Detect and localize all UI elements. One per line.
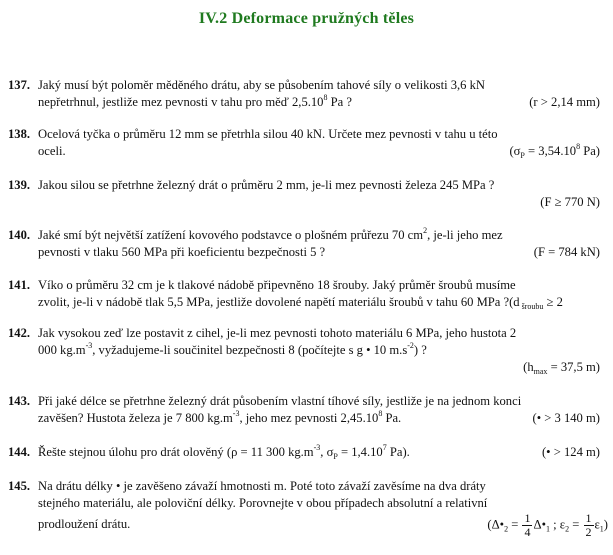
problem-text-line: zvolit, je-li v nádobě tlak 5,5 MPa, jestliže dovolené napětí materiálu šroubů v tahu 60 MPa ? [38, 295, 510, 309]
problem-text-end: , je-li jeho mez [427, 228, 503, 242]
answer-part: ε [594, 517, 600, 532]
problem-number: 143. [8, 394, 31, 408]
problem-text-line: Ocelová tyčka o průměru 12 mm se přetrhla silou 40 kN. Určete mez pevnosti v tahu u této [38, 127, 498, 141]
answer-subscript: max [533, 367, 548, 376]
problem-number: 142. [8, 326, 31, 340]
problem-number: 138. [8, 127, 31, 141]
fraction-denominator: 2 [585, 525, 592, 539]
answer: (r > 2,14 mm) [529, 95, 600, 109]
answer-part: (σ [509, 144, 521, 158]
answer-part: (Δ• [487, 517, 505, 532]
fraction [584, 512, 594, 539]
fraction-numerator: 1 [585, 511, 592, 525]
problem-text-line: Řešte stejnou úlohu pro drát olověný (ρ = 11 300 kg.m [38, 445, 314, 459]
exponent: -3 [232, 409, 240, 418]
subscript: P [333, 452, 338, 461]
problem-number: 145. [8, 479, 31, 493]
answer: (• > 3 140 m) [532, 411, 600, 425]
problem-text-mid: , jeho mez pevnosti 2,45.10 [239, 411, 379, 425]
answer: (F ≥ 770 N) [540, 195, 600, 209]
answer-part: (d [509, 295, 520, 309]
answer-part: = [508, 517, 522, 532]
problem-number: 137. [8, 78, 31, 92]
problem-text-line: Jaký musí být poloměr měděného drátu, aby se působením tahové síly o velikosti 3,6 kN [38, 78, 486, 92]
answer: (• > 124 m) [541, 445, 600, 459]
answer-part: Δ• [533, 517, 546, 532]
problem-text-mid: , vyžadujeme-li součinitel bezpečnosti 8 (počítejte s g • 10 m.s [92, 343, 408, 357]
problem-text-line: 000 kg.m [38, 343, 86, 357]
answer-exponent: 8 [576, 142, 581, 151]
answer-subscript: P [520, 151, 525, 160]
problem-text-mid: = 1,4.10 [337, 445, 383, 459]
answer [509, 295, 563, 309]
answer [523, 359, 600, 376]
answer-subscript: 2 [565, 524, 570, 534]
problem-number: 139. [8, 178, 31, 192]
answer-part: ≥ 2 [543, 295, 563, 309]
problem-number: 141. [8, 278, 31, 292]
problem-number: 140. [8, 228, 31, 242]
answer-subscript: 1 [546, 524, 550, 534]
fraction [522, 512, 532, 539]
problem-text-mid: , σ [320, 445, 334, 459]
answer-part: = [569, 517, 583, 532]
answer [509, 143, 600, 160]
problem-text-line: pevnosti v tlaku 560 MPa při koeficientu bezpečnosti 5 ? [38, 245, 326, 259]
problem-text-line: stejného materiálu, ale poloviční délky. Porovnejte v obou případech absolutní a relativní [38, 496, 488, 510]
answer-subscript: 2 [504, 524, 509, 534]
answer-part: ) [603, 517, 608, 532]
problem-text-line: zavěšen? Hustota železa je 7 800 kg.m [38, 411, 233, 425]
problem-text-end: ) ? [413, 343, 427, 357]
problem-text-line: Na drátu délky • je zavěšeno závaží hmotnosti m. Poté toto závaží zavěsíme na dva dráty [38, 479, 486, 493]
exponent: -3 [85, 341, 93, 350]
problem-text-line: Jak vysokou zeď lze postavit z cihel, je-li mez pevnosti tohoto materiálu 6 MPa, jeho hustota 2 [38, 326, 517, 340]
answer [487, 512, 608, 539]
problem-text-line: Víko o průměru 32 cm je k tlakové nádobě připevněno 18 šrouby. Jaký průměr šroubů musíme [38, 278, 516, 292]
exponent: 8 [378, 409, 383, 418]
problem-text-line: Při jaké délce se přetrhne železný drát působením vlastní tíhové síly, jestliže je na jednom konci [38, 394, 522, 408]
answer-part: ; ε [550, 517, 566, 532]
answer-part: Pa) [580, 144, 600, 158]
answer-part: (h [523, 360, 534, 374]
problem-text-line: prodloužení drátu. [38, 517, 131, 531]
answer-part: = 3,54.10 [524, 144, 577, 158]
answer: (F = 784 kN) [533, 245, 600, 259]
problem-text-line: oceli. [38, 144, 66, 158]
fraction-denominator: 4 [524, 525, 531, 539]
answer-subscript: 1 [599, 524, 604, 534]
exponent: -2 [407, 341, 414, 350]
problem-number: 144. [8, 445, 31, 459]
problem-text-end: Pa ? [327, 95, 352, 109]
exponent: -3 [313, 443, 321, 452]
problem-text-line: Jaké smí být největší zatížení kovového podstavce o plošném průřezu 70 cm [38, 228, 424, 242]
exponent: 2 [423, 226, 428, 235]
problem-text-line: Jakou silou se přetrhne železný drát o průměru 2 mm, je-li mez pevnosti železa 245 MPa ? [38, 178, 495, 192]
answer-part: = 37,5 m) [547, 360, 600, 374]
fraction-numerator: 1 [524, 511, 531, 525]
exponent: 7 [382, 443, 387, 452]
answer-subscript: šroubu [519, 302, 544, 311]
problem-text-end: Pa). [386, 445, 410, 459]
problem-text-line: nepřetrhnul, jestliže mez pevnosti v tahu pro měď 2,5.10 [38, 95, 324, 109]
page-title: IV.2 Deformace pružných těles [198, 10, 415, 27]
problem-text-end: Pa. [382, 411, 402, 425]
exponent: 8 [323, 93, 328, 102]
